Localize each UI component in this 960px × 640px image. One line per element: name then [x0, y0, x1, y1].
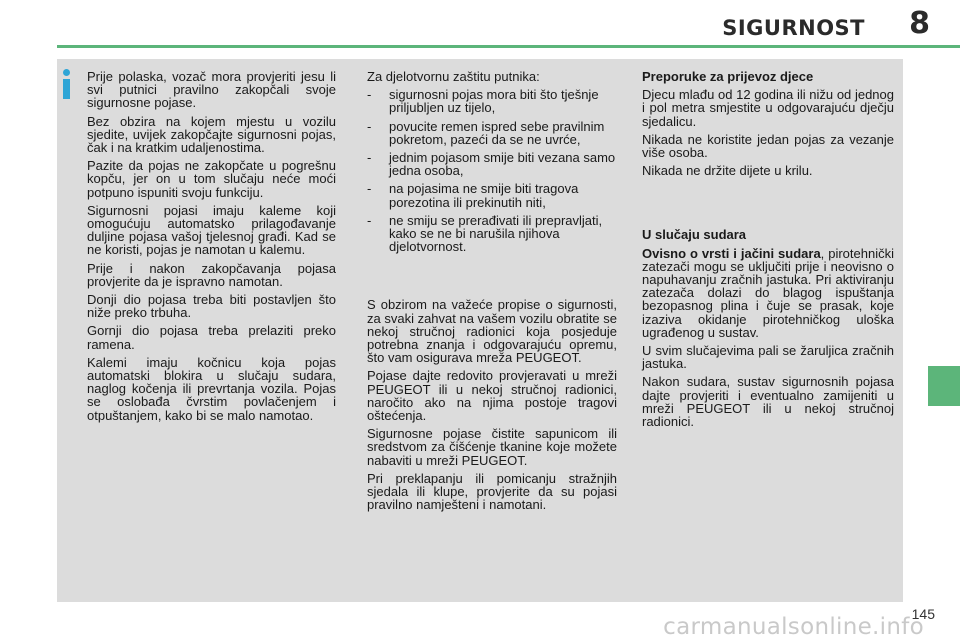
intro-text: Za djelotvornu zaštitu putnika: — [367, 69, 540, 84]
paragraph: Prije polaska, vozač mora provjeriti jesu li svi putnici pravilno zakopčali svoje sigurnosne pojase. — [87, 69, 336, 111]
list-item: - jednim pojasom smije biti vezana samo jedna osoba, — [367, 151, 617, 177]
paragraph: Djecu mlađu od 12 godina ili nižu od jednog i pol metra smjestite u odgovarajuću dječju sjedalicu. — [642, 87, 894, 129]
heading-collision: U slučaju sudara — [642, 227, 747, 243]
column-info — [87, 70, 336, 427]
paragraph: Sigurnosne pojase čistite sapunicom ili sredstvom za čišćenje tkanine koje možete nabaviti u mreži PEUGEOT. — [367, 426, 617, 468]
paragraph — [642, 247, 894, 339]
list-item: - na pojasima ne smije biti tragova porezotina ili prekinutih niti, — [367, 182, 617, 208]
paragraph: Nikada ne koristite jedan pojas za vezanje više osoba. — [642, 131, 894, 161]
list-item: - ne smiju se prerađivati ili prepravljati, kako se ne bi narušila njihova djelotvornost. — [367, 214, 617, 254]
paragraph: U svim slučajevima pali se žaruljica zračnih jastuka. — [642, 343, 894, 372]
lead-bold: Ovisno o vrsti i jačini sudara — [642, 245, 821, 261]
header-rule — [57, 45, 960, 48]
lead-rest: , pirotehnički zatezači mogu se uključiti prije i neovisno o napuhavanju zračnih jastuka. Pri aktiviranju zatezača dolazi do blagog ispuštanja bezopasnog plina i čuje se prasak, koje izaziva okidanje pirotehničkog uloška ugrađenog u sustav. — [642, 245, 894, 340]
column-protection — [367, 70, 617, 516]
chapter-tab — [928, 366, 960, 406]
heading-child-transport: Preporuke za prijevoz djece — [642, 69, 814, 84]
paragraph: S obzirom na važeće propise o sigurnosti, za svaki zahvat na vašem vozilu obratite se nekoj stručnoj radionici koja posjeduje potrebna znanja i odgovarajuću opremu, što vam osigurava mreža PEUGEOT. — [367, 297, 618, 366]
paragraph: Donji dio pojasa treba biti postavljen što niže preko trbuha. — [87, 292, 336, 321]
paragraph: Pojase dajte redovito provjeravati u mreži PEUGEOT ili u nekoj stručnoj radionici, naročito ako na njima postoje tragovi oštećenja. — [367, 368, 617, 424]
paragraph: Kalemi imaju kočnicu koja pojas automatski blokira u slučaju sudara, naglog kočenja ili prevrtanja vozila. Pojas se oslobađa čvrstim povlačenjem i otpuštanjem, kako bi se malo namotao. — [87, 354, 336, 423]
paragraph: Pri preklapanju ili pomicanju stražnjih sjedala ili klupe, provjerite da su pojasi pravilno namješteni i namotani. — [367, 470, 617, 513]
chapter-number: 8 — [909, 6, 930, 41]
paragraph: Prije i nakon zakopčavanja pojasa provjerite da je ispravno namotan. — [87, 260, 336, 289]
watermark: carmanualsonline.info — [663, 614, 924, 640]
list-item: - sigurnosni pojas mora biti što tješnje priljubljen uz tijelo, — [367, 88, 617, 114]
paragraph: Bez obzira na kojem mjestu u vozilu sjedite, uvijek zakopčajte sigurnosni pojas, čak i na kratkim udaljenostima. — [87, 113, 336, 156]
info-icon — [57, 63, 79, 103]
page-number: 145 — [911, 606, 935, 622]
paragraph: Nakon sudara, sustav sigurnosnih pojasa dajte provjeriti i eventualno zamijeniti u mreži PEUGEOT ili u nekoj stručnoj radionici. — [642, 374, 894, 430]
protection-list — [367, 88, 617, 253]
list-item: - povucite remen ispred sebe pravilnim pokretom, pazeći da se ne uvrće, — [367, 120, 617, 146]
paragraph: Pazite da pojas ne zakopčate u pogrešnu kopču, jer on u tom slučaju neće moći potpuno ispuniti svoju funkciju. — [87, 158, 336, 200]
paragraph: Sigurnosni pojasi imaju kaleme koji omogućuju automatsko prilagođavanje duljine pojasa vašoj tjelesnoj građi. Kad se ne koristi, pojas je namotan u kalemu. — [87, 202, 336, 258]
section-title: SIGURNOST — [722, 16, 865, 40]
paragraph: Nikada ne držite dijete u krilu. — [642, 163, 813, 179]
column-children — [642, 70, 894, 433]
paragraph: Gornji dio pojasa treba prelaziti preko ramena. — [87, 323, 336, 352]
